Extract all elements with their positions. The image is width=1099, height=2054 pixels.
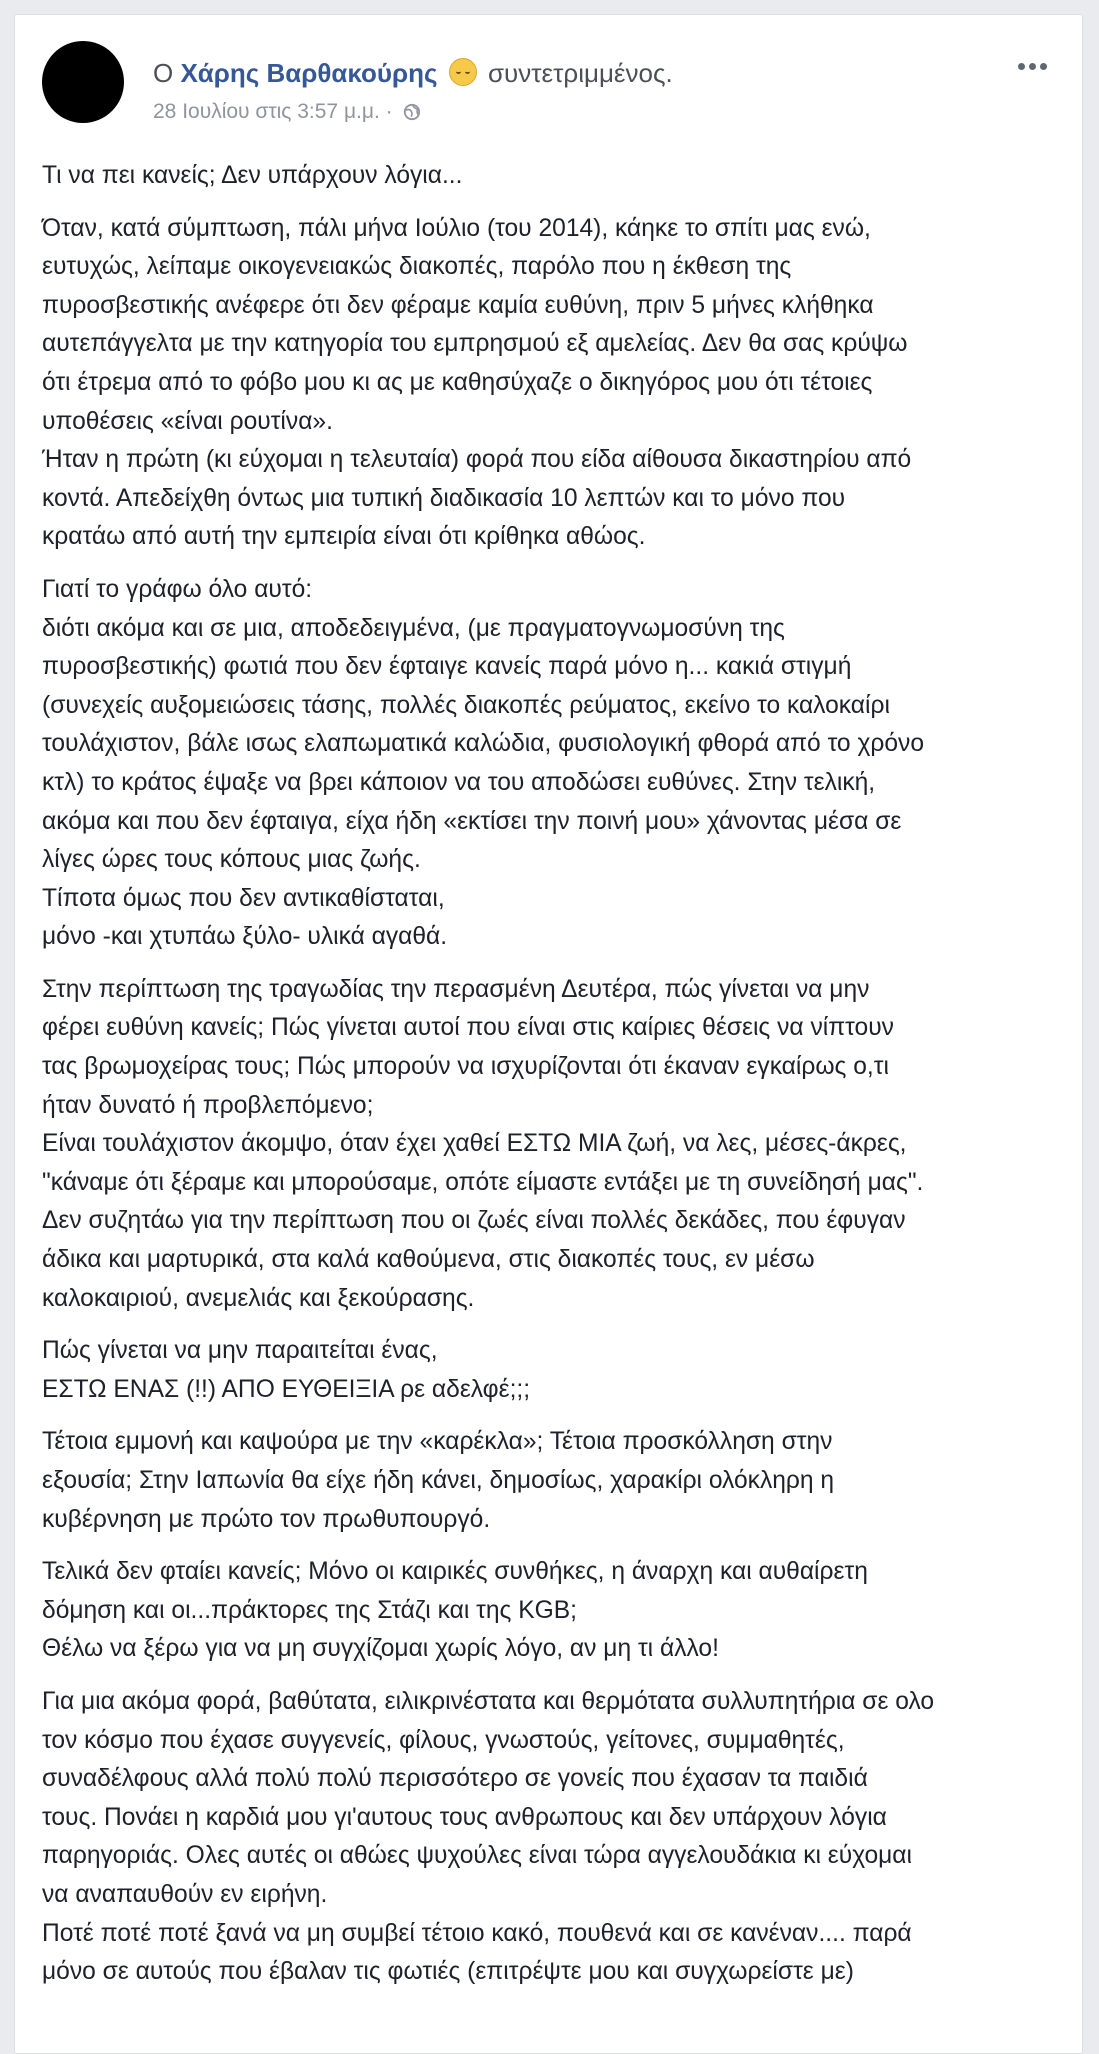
post-text-line: Δεν συζητάω για την περίπτωση που οι ζωές είναι πολλές δεκάδες, που έφυγαν	[42, 1207, 906, 1235]
post-meta	[153, 100, 421, 124]
post-text-line: Θέλω να ξέρω για να μη συγχίζομαι χωρίς λόγο, αν μη τι άλλο!	[42, 1635, 719, 1663]
post-text-line: δόμηση και οι...πράκτορες της Στάζι και της KGB;	[42, 1596, 577, 1624]
post-text-line: ήταν δυνατό ή προβλεπόμενο;	[42, 1091, 374, 1119]
post-text-line: μόνο σε αυτούς που έβαλαν τις φωτιές (επιτρέψτε μου και συγχωρείστε με)	[42, 1958, 854, 1986]
timestamp-link[interactable]: 28 Ιουλίου στις 3:57 μ.μ.	[153, 100, 380, 123]
post-text-line: ότι έτρεμα από το φόβο μου κι ας με καθησύχαζε ο δικηγόρος μου ότι τέτοιες	[42, 368, 873, 396]
author-prefix: Ο	[153, 58, 174, 88]
post-text-line: μόνο -και χτυπάω ξύλο- υλικά αγαθά.	[42, 923, 448, 951]
avatar[interactable]	[42, 41, 124, 123]
post-paragraph	[42, 571, 1070, 957]
post-text-line: τους. Πονάει η καρδιά μου γι'αυτους τους ανθρωπους και δεν υπάρχουν λόγια	[42, 1803, 887, 1831]
post-header	[153, 58, 673, 89]
post-text-line: Τέτοια εμμονή και καψούρα με την «καρέκλα»; Τέτοια προσκόλληση στην	[42, 1428, 833, 1456]
post-text-line: Πώς γίνεται να μην παραιτείται ένας,	[42, 1337, 438, 1365]
post-paragraph	[42, 1332, 1070, 1409]
post-text-line: Ποτέ ποτέ ποτέ ξανά να μη συμβεί τέτοιο κακό, πουθενά και σε κανέναν.... παρά	[42, 1919, 912, 1947]
post-text-line: (συνεχείς αυξομειώσεις τάσης, πολλές διακοπές ρεύματος, εκείνο το καλοκαίρι	[42, 691, 890, 719]
post-text-line: "κάναμε ότι ξέραμε και μπορούσαμε, οπότε είμαστε εντάξει με τη συνείδησή μας".	[42, 1168, 924, 1196]
post-text-line: Τελικά δεν φταίει κανείς; Μόνο οι καιρικές συνθήκες, η άναρχη και αυθαίρετη	[42, 1558, 868, 1586]
post-paragraph	[42, 210, 1070, 557]
post-text-line: Στην περίπτωση της τραγωδίας την περασμένη Δευτέρα, πώς γίνεται να μην	[42, 975, 870, 1003]
post-text-line: τον κόσμο που έχασε συγγενείς, φίλους, γνωστούς, γείτονες, συμμαθητές,	[42, 1726, 845, 1754]
post-body	[42, 157, 1070, 2006]
sad-face-emoji-icon	[449, 58, 477, 86]
post-text-line: παρηγοριάς. Ολες αυτές οι αθώες ψυχούλες είναι τώρα αγγελουδάκια κι εύχομαι	[42, 1842, 912, 1870]
more-options-icon[interactable]	[1018, 57, 1054, 71]
post-text-line: τας βρωμοχείρας τους; Πώς μπορούν να ισχυρίζονται ότι έκαναν εγκαίρως ο,τι	[42, 1053, 889, 1081]
post-text-line: κρατάω από αυτή την εμπειρία είναι ότι κρίθηκα αθώος.	[42, 523, 646, 551]
post-text-line: υποθέσεις «είναι ρουτίνα».	[42, 407, 333, 435]
post-text-line: συναδέλφους αλλά πολύ πολύ περισσότερο σε γονείς που έχασαν τα παιδιά	[42, 1765, 868, 1793]
post-text-line: Ήταν η πρώτη (κι εύχομαι η τελευταία) φορά που είδα αίθουσα δικαστηρίου από	[42, 446, 912, 474]
post-text-line: Για μια ακόμα φορά, βαθύτατα, ειλικρινέστατα και θερμότατα συλλυπητήρια σε ολο	[42, 1687, 935, 1715]
post-paragraph	[42, 1423, 1070, 1539]
post-text-line: ακόμα και που δεν έφταιγα, είχα ήδη «εκτίσει την ποινή μου» χάνοντας μέσα σε	[42, 807, 902, 835]
post-text-line: κυβέρνηση με πρώτο τον πρωθυπουργό.	[42, 1505, 491, 1533]
post-paragraph	[42, 971, 1070, 1318]
globe-icon[interactable]	[403, 103, 421, 121]
post-text-line: Όταν, κατά σύμπτωση, πάλι μήνα Ιούλιο (του 2014), κάηκε το σπίτι μας ενώ,	[42, 214, 871, 242]
post-text-line: εξουσία; Στην Ιαπωνία θα είχε ήδη κάνει, δημοσίως, χαρακίρι ολόκληρη η	[42, 1467, 835, 1494]
post-card	[14, 14, 1083, 2054]
post-text-line: αυτεπάγγελτα με την κατηγορία του εμπρησμού εξ αμελείας. Δεν θα σας κρύψω	[42, 330, 908, 358]
post-text-line: κτλ) το κράτος έψαξε να βρει κάποιον να του αποδώσει ευθύνες. Στην τελική,	[42, 768, 876, 796]
post-text-line: Γιατί το γράφω όλο αυτό:	[42, 575, 313, 603]
post-text-line: φέρει ευθύνη κανείς; Πώς γίνεται αυτοί που είναι στις καίριες θέσεις να νίπτουν	[42, 1014, 894, 1042]
post-text-line: πυροσβεστικής) φωτιά που δεν έφταιγε κανείς παρά μόνο η... κακιά στιγμή	[42, 653, 852, 681]
post-text-line: Είναι τουλάχιστον άκομψο, όταν έχει χαθεί ΕΣΤΩ ΜΙΑ ζωή, να λες, μέσες-άκρες,	[42, 1130, 907, 1158]
post-text-line: πυροσβεστικής ανέφερε ότι δεν φέραμε καμία ευθύνη, πριν 5 μήνες κλήθηκα	[42, 291, 874, 319]
post-text-line: Τι να πει κανείς; Δεν υπάρχουν λόγια...	[42, 162, 463, 189]
meta-separator: ·	[385, 100, 393, 123]
post-text-line: καλοκαιριού, ανεμελιάς και ξεκούρασης.	[42, 1284, 475, 1312]
post-text-line: άδικα και μαρτυρικά, στα καλά καθούμενα, στις διακοπές τους, εν μέσω	[42, 1246, 815, 1274]
post-text-line: διότι ακόμα και σε μια, αποδεδειγμένα, (με πραγματογνωμοσύνη της	[42, 614, 785, 642]
post-paragraph	[42, 157, 1070, 196]
post-text-line: τουλάχιστον, βάλε ισως ελαπωματικά καλώδια, φυσιολογική φθορά από το χρόνο	[42, 730, 924, 758]
post-text-line: Τίποτα όμως που δεν αντικαθίσταται,	[42, 884, 445, 912]
post-text-line: να αναπαυθούν εν ειρήνη.	[42, 1880, 328, 1908]
author-name-link[interactable]: Χάρης Βαρθακούρης	[180, 58, 438, 88]
post-text-line: λίγες ώρες τους κόπους μιας ζωής.	[42, 846, 421, 874]
feeling-text: συντετριμμένος.	[488, 58, 673, 88]
post-text-line: ΕΣΤΩ ΕΝΑΣ (!!) ΑΠΟ ΕΥΘΕΙΞΙΑ ρε αδελφέ;;;	[42, 1375, 531, 1403]
post-paragraph	[42, 1553, 1070, 1669]
post-text-line: κοντά. Απεδείχθη όντως μια τυπική διαδικασία 10 λεπτών και το μόνο που	[42, 484, 846, 512]
post-text-line: ευτυχώς, λείπαμε οικογενειακώς διακοπές, παρόλο που η έκθεση της	[42, 253, 792, 281]
post-paragraph	[42, 1683, 1070, 1992]
